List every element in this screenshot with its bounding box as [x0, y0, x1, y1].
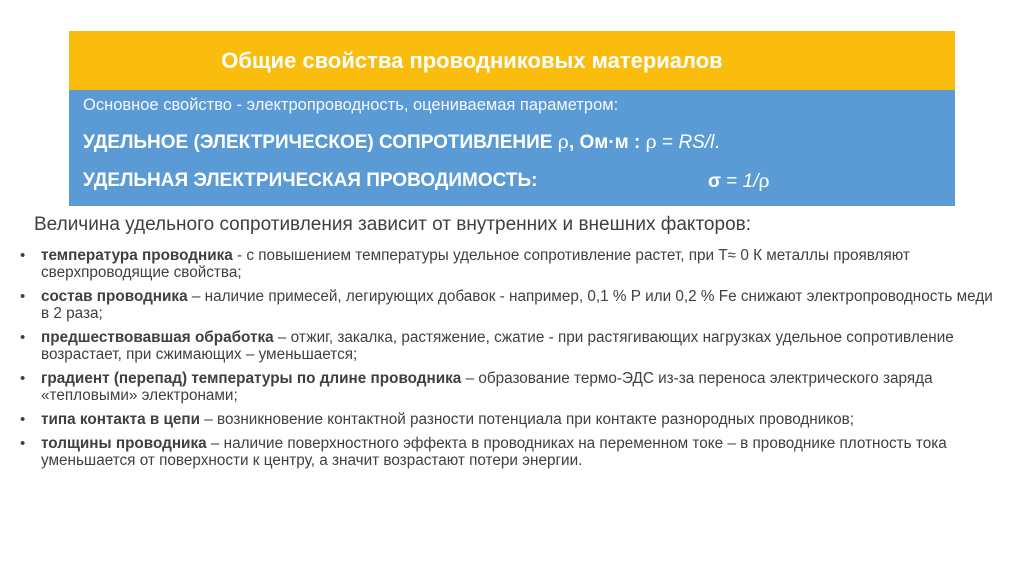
slide-title: Общие свойства проводниковых материалов: [221, 47, 723, 73]
resistivity-line: [83, 131, 720, 154]
bullet-icon: •: [20, 329, 26, 346]
conductivity-equals: =: [721, 171, 743, 192]
factor-description: – наличие поверхностного эффекта в проводниках на переменном токе – в проводнике плотность тока уменьшается от поверхности к центру, а значит возрастают потери энергии.: [41, 435, 947, 469]
factor-title: состав проводника: [41, 288, 188, 305]
bullet-icon: •: [20, 370, 26, 387]
bullet-icon: •: [20, 288, 26, 305]
factor-description: – возникновение контактной разности потенциала при контакте разнородных проводников;: [200, 411, 855, 428]
box-intro-line: Основное свойство - электропроводность, оцениваемая параметром:: [83, 96, 619, 114]
factors-list: [20, 247, 1000, 476]
factor-title: предшествовавшая обработка: [41, 329, 274, 346]
formula-rho: ρ: [645, 131, 657, 153]
formula-equals: =: [656, 132, 679, 153]
resistivity-label: УДЕЛЬНОЕ (ЭЛЕКТРИЧЕСКОЕ) СОПРОТИВЛЕНИЕ: [83, 132, 558, 153]
list-item: [20, 411, 1000, 428]
list-item: [20, 247, 1000, 281]
list-item: [20, 435, 1000, 469]
list-item: [20, 370, 1000, 404]
conductivity-rho: ρ: [758, 170, 770, 192]
factor-title: толщины проводника: [41, 435, 207, 452]
factor-title: типа контакта в цепи: [41, 411, 201, 428]
factor-title: градиент (перепад) температуры по длине проводника: [41, 370, 462, 387]
list-item: [20, 329, 1000, 363]
list-item: [20, 288, 1000, 322]
bullet-icon: •: [20, 411, 26, 428]
resistivity-units: , Ом·м :: [568, 132, 646, 153]
definition-box: [69, 90, 955, 206]
factor-description: – наличие примесей, легирующих добавок - например, 0,1 % Р или 0,2 % Fe снижают электропроводность меди в 2 раза;: [41, 288, 993, 322]
sigma-symbol: σ: [708, 171, 721, 192]
formula-period: .: [714, 132, 720, 153]
bullet-icon: •: [20, 435, 26, 452]
conductivity-fraction: 1/: [742, 171, 759, 192]
rho-symbol: ρ: [557, 131, 569, 153]
title-bar: [69, 31, 955, 90]
factors-intro: Величина удельного сопротивления зависит от внутренних и внешних факторов:: [34, 214, 752, 235]
conductivity-label: УДЕЛЬНАЯ ЭЛЕКТРИЧЕСКАЯ ПРОВОДИМОСТЬ:: [83, 170, 538, 191]
formula-rs-over-l: RS/l: [678, 132, 715, 153]
conductivity-formula: [708, 170, 770, 193]
bullet-icon: •: [20, 247, 26, 264]
factor-description: – образование термо-ЭДС из-за переноса электрического заряда «тепловыми» электронами;: [41, 370, 933, 404]
conductivity-line: [83, 170, 770, 192]
factor-description: – отжиг, закалка, растяжение, сжатие - при растягивающих нагрузках удельное сопротивление возрастает, при сжимающих – уменьшается;: [41, 329, 954, 363]
factor-description: - с повышением температуры удельное сопротивление растет, при Т≈ 0 К металлы проявляют сверхпроводящие свойства;: [41, 247, 910, 281]
factor-title: температура проводника: [41, 247, 233, 264]
